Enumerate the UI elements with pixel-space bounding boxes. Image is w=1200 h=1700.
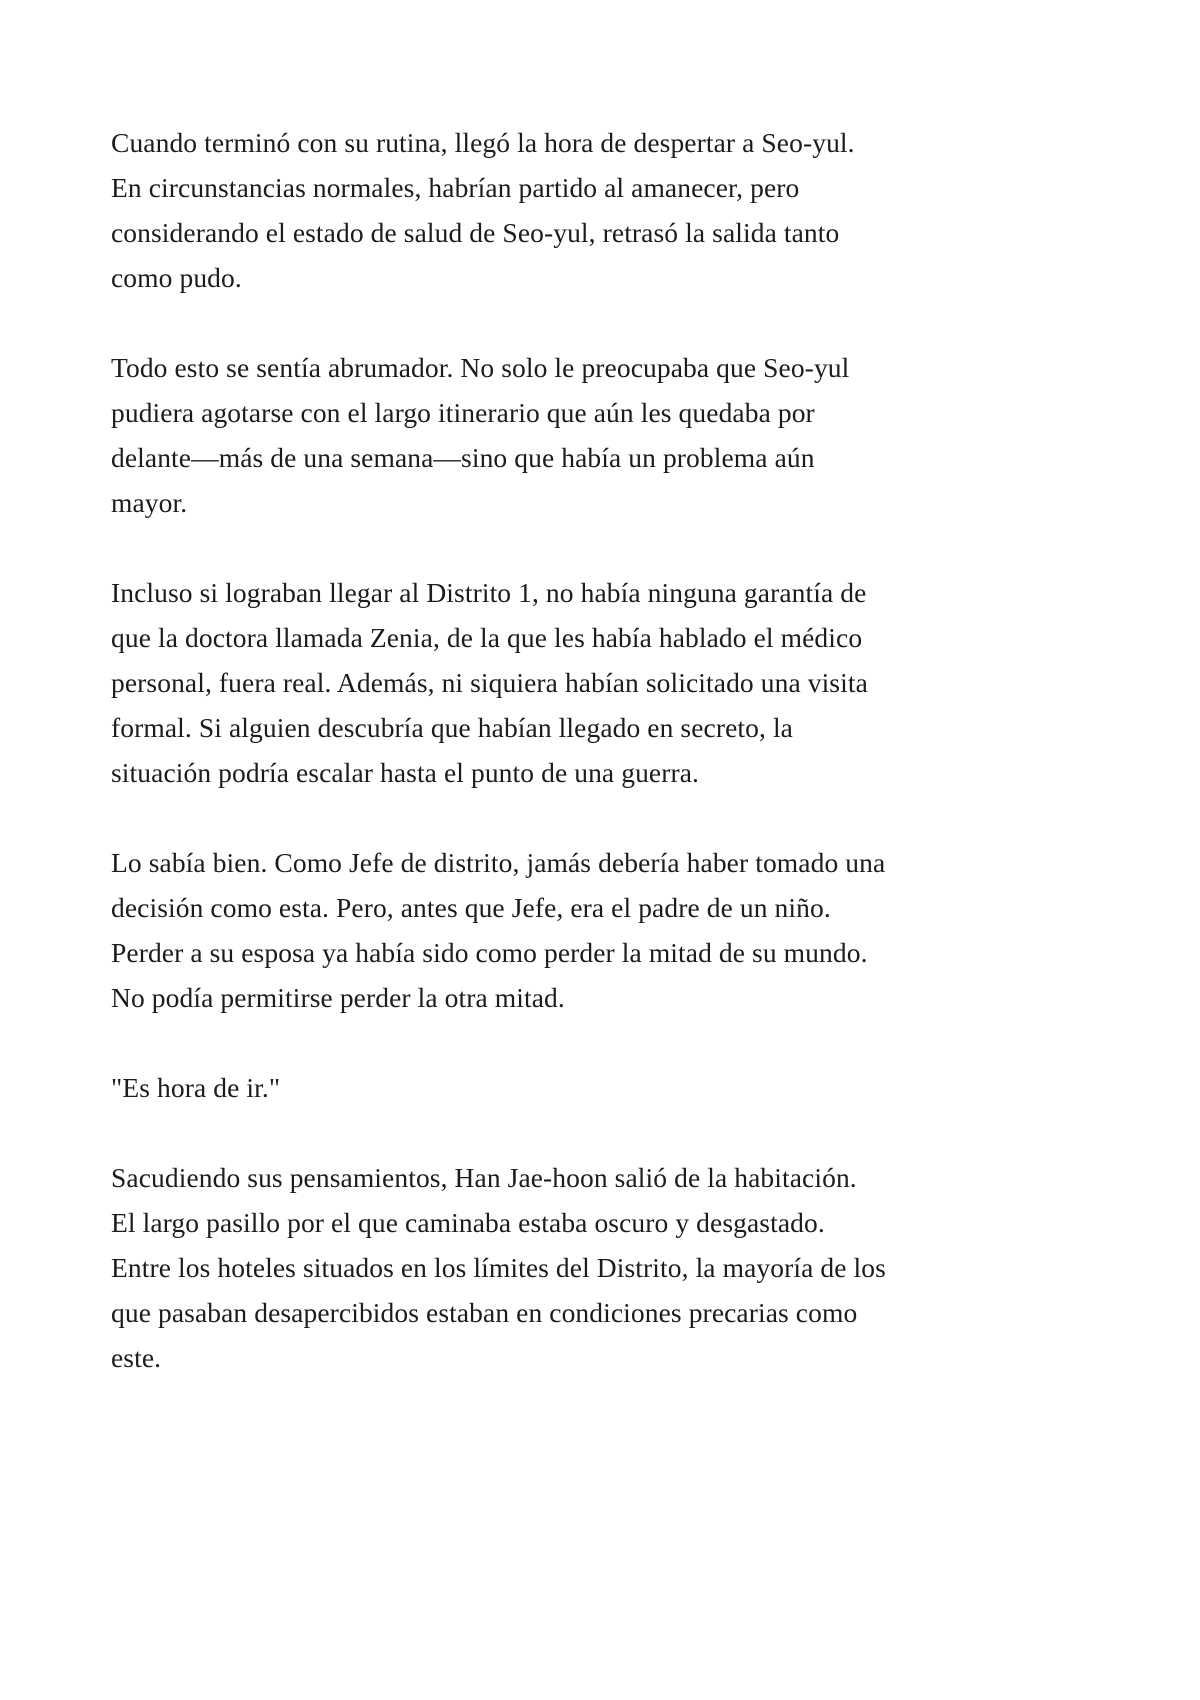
text-line: En circunstancias normales, habrían partido al amanecer, pero	[111, 172, 800, 203]
text-line: personal, fuera real. Además, ni siquiera habían solicitado una visita	[111, 667, 868, 698]
text-line: Lo sabía bien. Como Jefe de distrito, jamás debería haber tomado una	[111, 847, 886, 878]
text-line: Perder a su esposa ya había sido como perder la mitad de su mundo.	[111, 937, 868, 968]
text-line: considerando el estado de salud de Seo-yul, retrasó la salida tanto	[111, 217, 840, 248]
paragraph-4	[111, 840, 1111, 1020]
text-line: Sacudiendo sus pensamientos, Han Jae-hoon salió de la habitación.	[111, 1162, 857, 1193]
paragraph-1	[111, 120, 1111, 300]
paragraph-3	[111, 570, 1111, 795]
text-line: No podía permitirse perder la otra mitad.	[111, 982, 565, 1013]
text-line: decisión como esta. Pero, antes que Jefe, era el padre de un niño.	[111, 892, 831, 923]
text-line: como pudo.	[111, 262, 242, 293]
text-line: mayor.	[111, 487, 188, 518]
text-line: que pasaban desapercibidos estaban en condiciones precarias como	[111, 1297, 858, 1328]
dialogue-line: "Es hora de ir."	[111, 1072, 281, 1103]
text-line: Entre los hoteles situados en los límites del Distrito, la mayoría de los	[111, 1252, 886, 1283]
text-line: Cuando terminó con su rutina, llegó la hora de despertar a Seo-yul.	[111, 127, 855, 158]
text-line: formal. Si alguien descubría que habían llegado en secreto, la	[111, 712, 793, 743]
paragraph-6	[111, 1155, 1111, 1380]
text-line: que la doctora llamada Zenia, de la que les había hablado el médico	[111, 622, 863, 653]
text-line: situación podría escalar hasta el punto de una guerra.	[111, 757, 700, 788]
text-line: pudiera agotarse con el largo itinerario que aún les quedaba por	[111, 397, 815, 428]
text-line: este.	[111, 1342, 162, 1373]
dialogue-paragraph	[111, 1065, 1111, 1110]
paragraph-2	[111, 345, 1111, 525]
text-line: El largo pasillo por el que caminaba estaba oscuro y desgastado.	[111, 1207, 825, 1238]
text-line: Incluso si lograban llegar al Distrito 1, no había ninguna garantía de	[111, 577, 867, 608]
text-line: delante—más de una semana—sino que había un problema aún	[111, 442, 815, 473]
text-line: Todo esto se sentía abrumador. No solo le preocupaba que Seo-yul	[111, 352, 850, 383]
document-page	[111, 120, 1111, 1425]
